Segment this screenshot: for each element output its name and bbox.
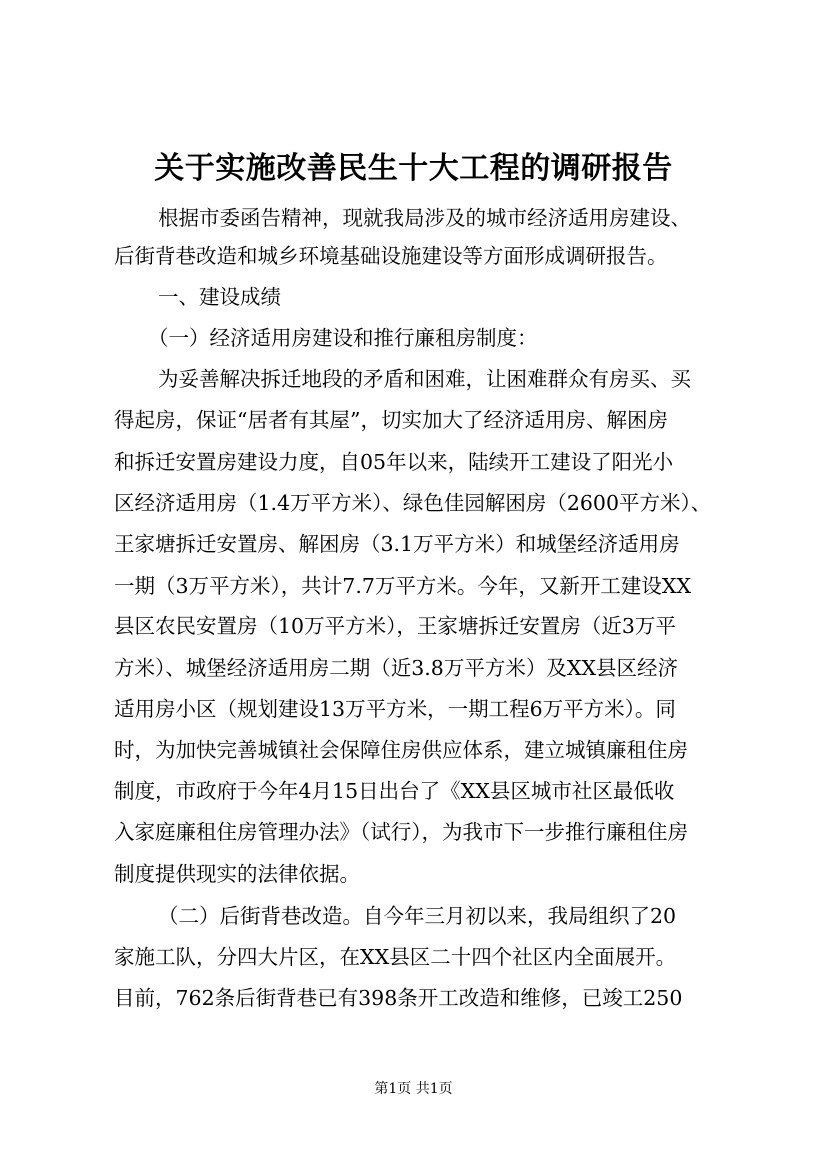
paragraph-line: 根据市委函告精神，现就我局涉及的城市经济适用房建设、 [158, 206, 691, 230]
paragraph-line: 时，为加快完善城镇社会保障住房供应体系，建立城镇廉租住房 [114, 738, 688, 762]
subsection-heading: （一）经济适用房建设和推行廉租房制度： [148, 326, 538, 350]
page-footer: 第1页 共1页 [374, 1081, 453, 1097]
paragraph-line: 一期（3万平方米），共计7.7万平方米。今年，又新开工建设XX [114, 574, 692, 598]
paragraph-line: 方米）、城堡经济适用房二期（近3.8万平方米）及XX县区经济 [114, 656, 679, 680]
paragraph-line: 和拆迁安置房建设力度，自05年以来，陆续开工建设了阳光小 [114, 450, 674, 474]
document-title: 关于实施改善民生十大工程的调研报告 [154, 151, 673, 186]
paragraph-line: 后街背巷改造和城乡环境基础设施建设等方面形成调研报告。 [114, 244, 668, 268]
paragraph-line: 目前，762条后街背巷已有398条开工改造和维修，已竣工250 [114, 986, 683, 1010]
section-heading: 一、建设成绩 [158, 285, 281, 309]
paragraph-line: 得起房，保证“居者有其屋”，切实加大了经济适用房、解困房 [114, 408, 668, 432]
paragraph-line: 制度，市政府于今年4月15日出台了《XX县区城市社区最低收 [114, 779, 675, 803]
paragraph-line: 区经济适用房（1.4万平方米）、绿色佳园解困房（2600平方米）、 [114, 491, 712, 515]
subsection-heading: （二）后街背巷改造。自今年三月初以来，我局组织了20 [158, 904, 677, 928]
paragraph-line: 适用房小区（规划建设13万平方米，一期工程6万平方米）。同 [114, 697, 676, 721]
paragraph-line: 制度提供现实的法律依据。 [114, 862, 360, 886]
paragraph-line: 入家庭廉租住房管理办法》（试行），为我市下一步推行廉租住房 [114, 820, 688, 844]
paragraph-line: 王家塘拆迁安置房、解困房（3.1万平方米）和城堡经济适用房 [114, 532, 680, 556]
paragraph-line: 为妥善解决拆迁地段的矛盾和困难，让困难群众有房买、买 [158, 367, 691, 391]
paragraph-line: 家施工队，分四大片区，在XX县区二十四个社区内全面展开。 [114, 945, 677, 969]
paragraph-line: 县区农民安置房（10万平方米），王家塘拆迁安置房（近3万平 [114, 614, 676, 638]
